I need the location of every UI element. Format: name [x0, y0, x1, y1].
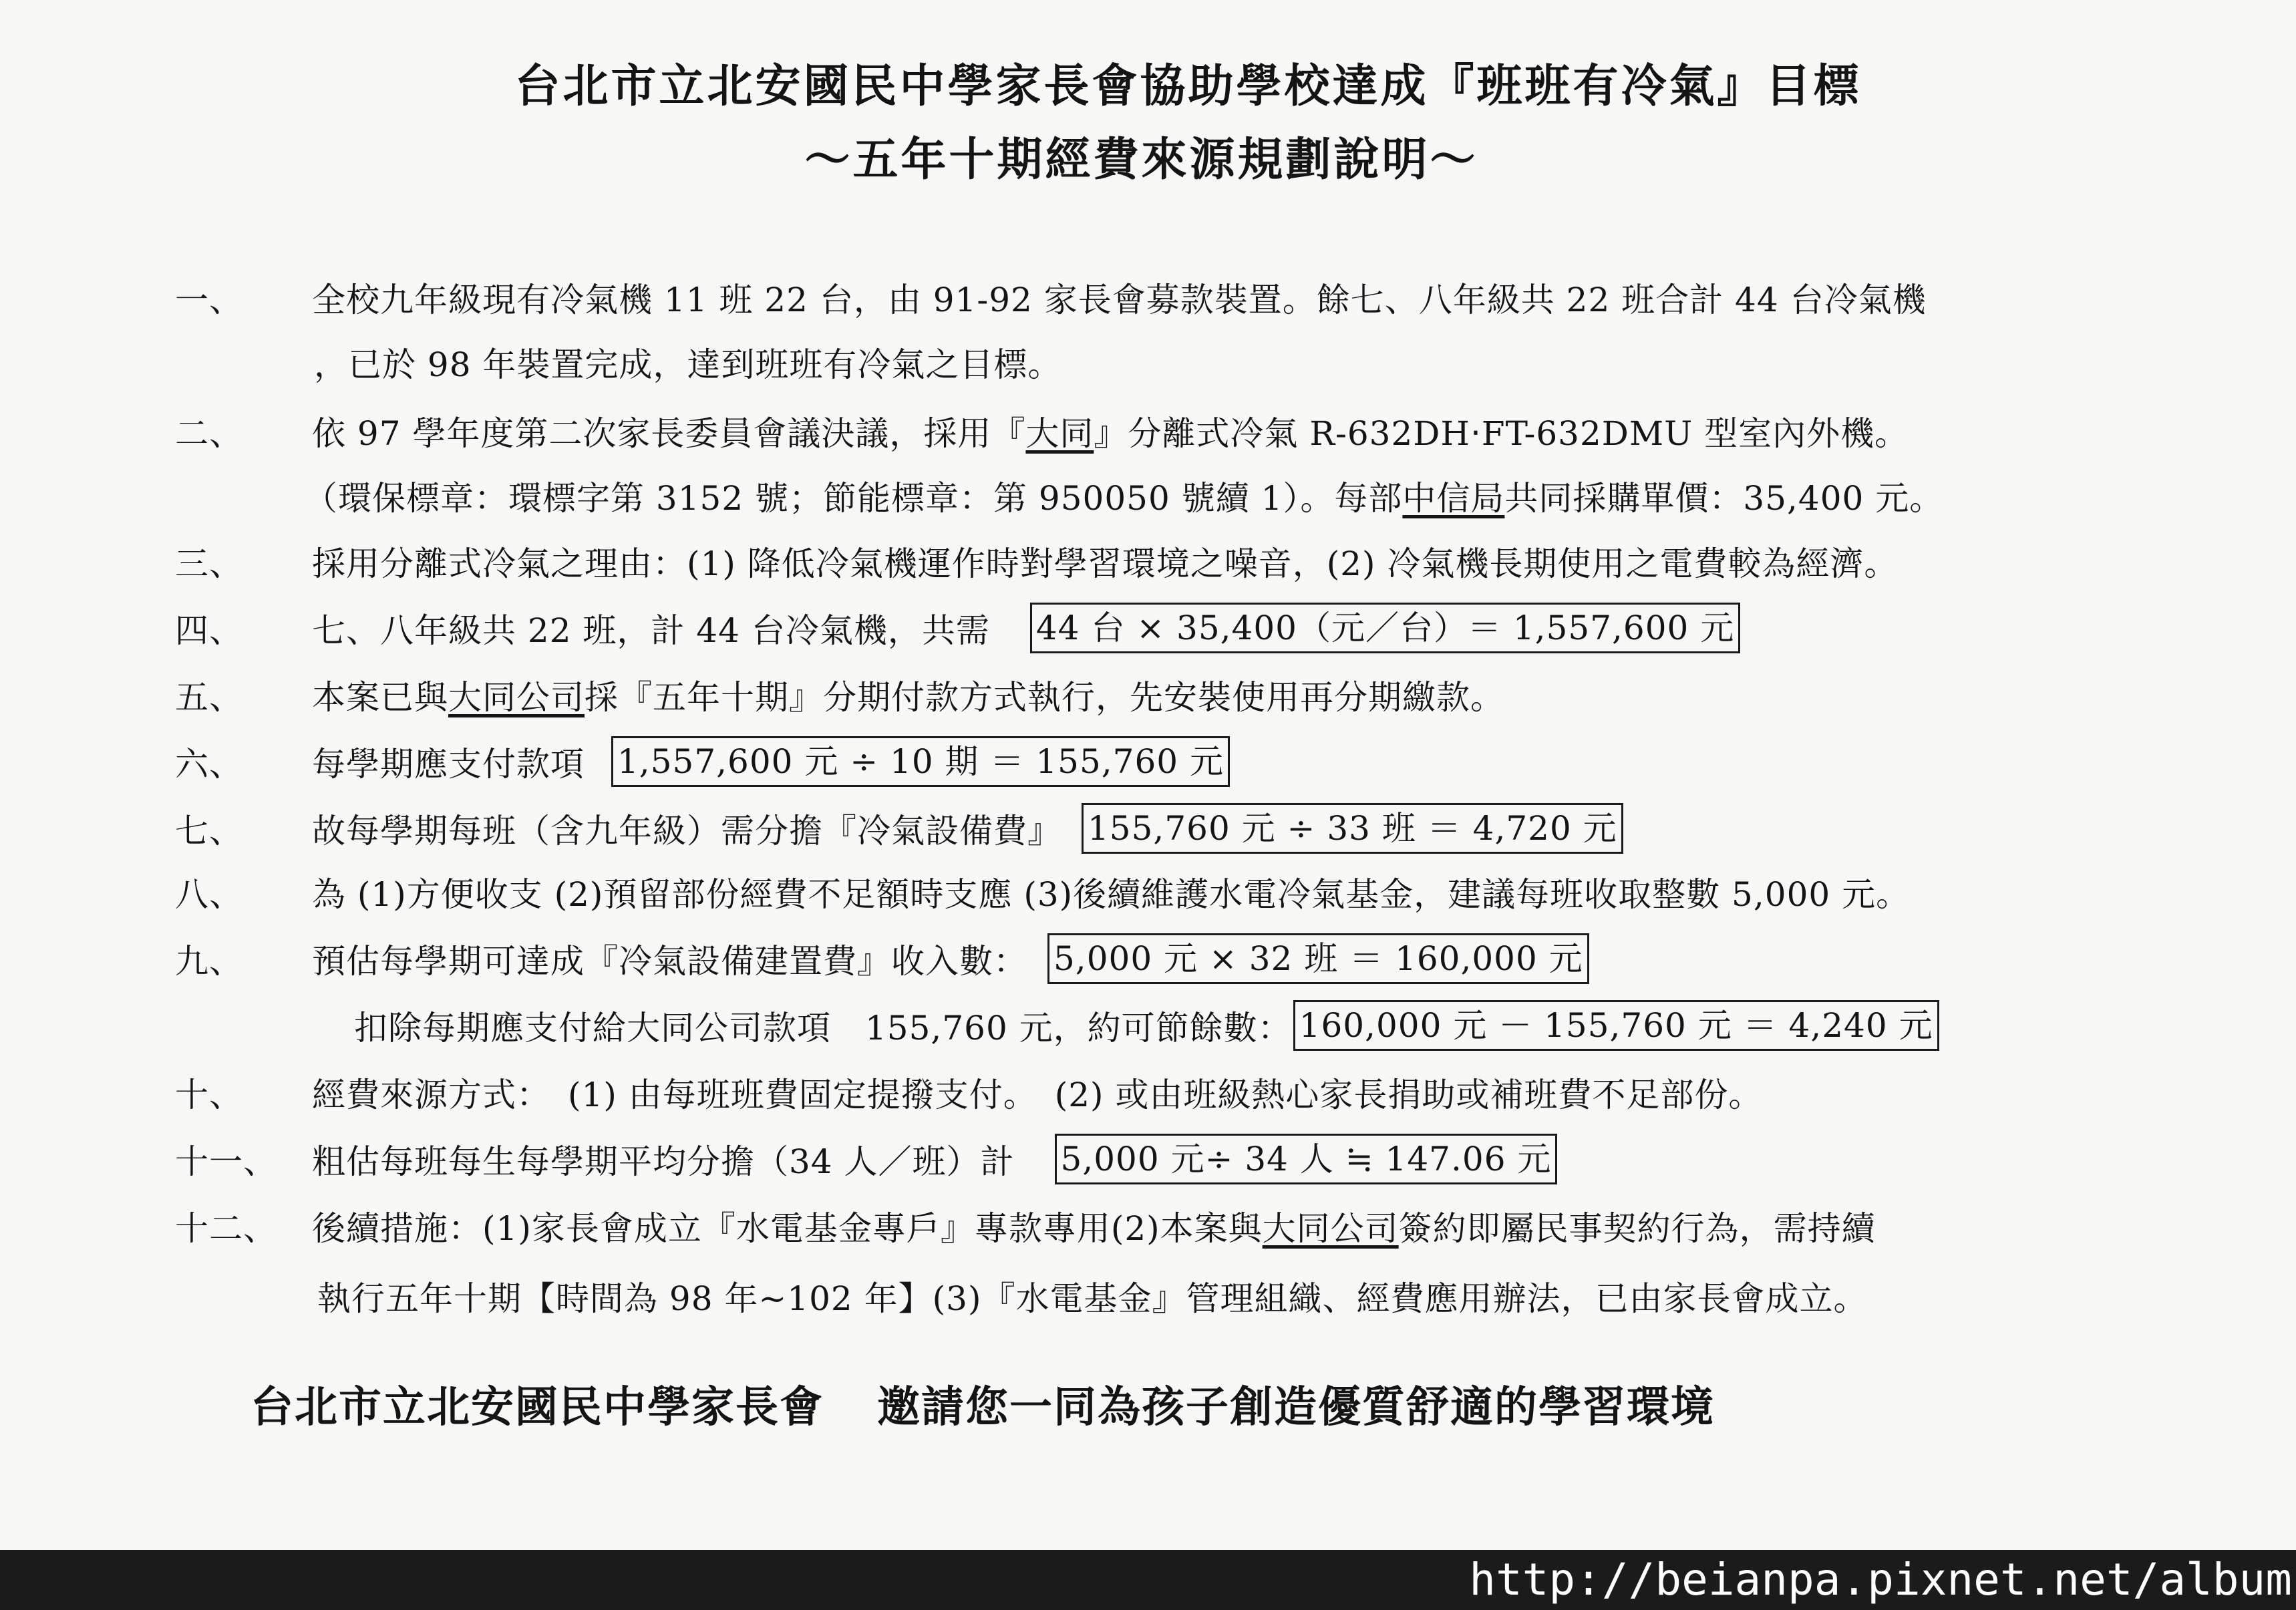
list-item [317, 1266, 1867, 1326]
list-item [175, 732, 1230, 792]
list-item [304, 466, 1943, 526]
formula-box: 5,000 元÷ 34 人 ≒ 147.06 元 [1055, 1134, 1558, 1184]
list-item [175, 531, 1898, 591]
item-text: 七、八年級共 22 班，計 44 台冷氣機，共需 [312, 611, 990, 650]
item-text: 經費來源方式： (1) 由每班班費固定提撥支付。 (2) 或由班級熱心家長捐助或補班費不足部份。 [312, 1076, 1763, 1114]
brand-underlined: 大同 [1025, 414, 1094, 453]
item-text: 依 97 學年度第二次家長委員會議決議，採用『大同』分離式冷氣 R-632DH‧FT-632DMU 型室內外機。 [312, 414, 1909, 453]
list-item [175, 862, 1910, 922]
item-number: 四、 [175, 611, 243, 650]
item-number: 六、 [175, 745, 243, 784]
footer-organization: 台北市立北安國民中學家長會 [251, 1383, 824, 1432]
item-text: 每學期應支付款項 [312, 745, 585, 784]
item-text: ，已於 98 年裝置完成，達到班班有冷氣之目標。 [314, 345, 1062, 384]
item-text: 全校九年級現有冷氣機 11 班 22 台，由 91-92 家長會募款裝置。餘七、八年級共 22 班合計 44 台冷氣機 [312, 281, 1927, 319]
list-item [314, 332, 1061, 392]
item-number: 二、 [175, 414, 243, 453]
list-item [354, 995, 1939, 1056]
item-text: 本案已與大同公司採『五年十期』分期付款方式執行，先安裝使用再分期繳款。 [312, 678, 1504, 717]
list-item [175, 1129, 1557, 1189]
list-item [175, 929, 1589, 989]
document-subtitle: ～五年十期經費來源規劃說明～ [804, 134, 1478, 186]
item-text: 採用分離式冷氣之理由：(1) 降低冷氣機運作時對學習環境之噪音，(2) 冷氣機長期使用之電費較為經濟。 [312, 544, 1899, 583]
item-number: 十一、 [175, 1142, 277, 1181]
list-item [175, 401, 1909, 461]
item-text: 為 (1)方便收支 (2)預留部份經費不足額時支應 (3)後續維護水電冷氣基金，建議每班收取整數 5,000 元。 [312, 875, 1911, 914]
formula-box: 5,000 元 × 32 班 ＝ 160,000 元 [1047, 933, 1589, 984]
item-text: 扣除每期應支付給大同公司款項 155,760 元，約可節餘數： [354, 1009, 1292, 1048]
item-text: 後續措施：(1)家長會成立『水電基金專戶』專款專用(2)本案與大同公司簽約即屬民事契約行為，需持續 [312, 1209, 1876, 1248]
item-number: 八、 [175, 875, 243, 914]
item-text: 預估每學期可達成『冷氣設備建置費』收入數： [312, 942, 1027, 981]
list-item [175, 267, 1927, 327]
company-underlined: 大同公司 [448, 678, 585, 717]
item-number: 十二、 [175, 1209, 277, 1248]
company-underlined: 大同公司 [1262, 1209, 1399, 1248]
item-number: 一、 [175, 281, 243, 319]
list-item [175, 1196, 1876, 1256]
item-text: 粗估每班每生每學期平均分擔（34 人／班）計 [312, 1142, 1015, 1181]
list-item [175, 665, 1504, 725]
document-title: 台北市立北安國民中學家長會協助學校達成『班班有冷氣』目標 [514, 60, 1862, 113]
item-number: 七、 [175, 812, 243, 850]
item-number: 十、 [175, 1076, 243, 1114]
watermark-url: http://beianpa.pixnet.net/album [1460, 1550, 2292, 1610]
item-text: （環保標章：環標字第 3152 號；節能標章：第 950050 號續 1）。每部中信局共同採購單價：35,400 元。 [304, 479, 1944, 518]
formula-box: 1,557,600 元 ÷ 10 期 ＝ 155,760 元 [611, 736, 1230, 787]
list-item [175, 1062, 1762, 1122]
item-text: 執行五年十期【時間為 98 年~102 年】(3)『水電基金』管理組織、經費應用辦法，已由家長會成立。 [317, 1279, 1868, 1318]
agency-underlined: 中信局 [1402, 479, 1505, 518]
footer-slogan [251, 1373, 1715, 1434]
formula-box: 160,000 元 － 155,760 元 ＝ 4,240 元 [1293, 1000, 1939, 1051]
list-item [175, 798, 1623, 858]
footer-invitation: 邀請您一同為孩子創造優質舒適的學習環境 [877, 1383, 1715, 1432]
item-number: 三、 [175, 544, 243, 583]
list-item [175, 598, 1740, 658]
item-number: 五、 [175, 678, 243, 717]
formula-box: 155,760 元 ÷ 33 班 ＝ 4,720 元 [1082, 803, 1623, 854]
item-text: 故每學期每班（含九年級）需分擔『冷氣設備費』 [312, 812, 1061, 850]
item-number: 九、 [175, 942, 243, 981]
formula-box: 44 台 × 35,400（元／台）＝ 1,557,600 元 [1030, 603, 1740, 653]
